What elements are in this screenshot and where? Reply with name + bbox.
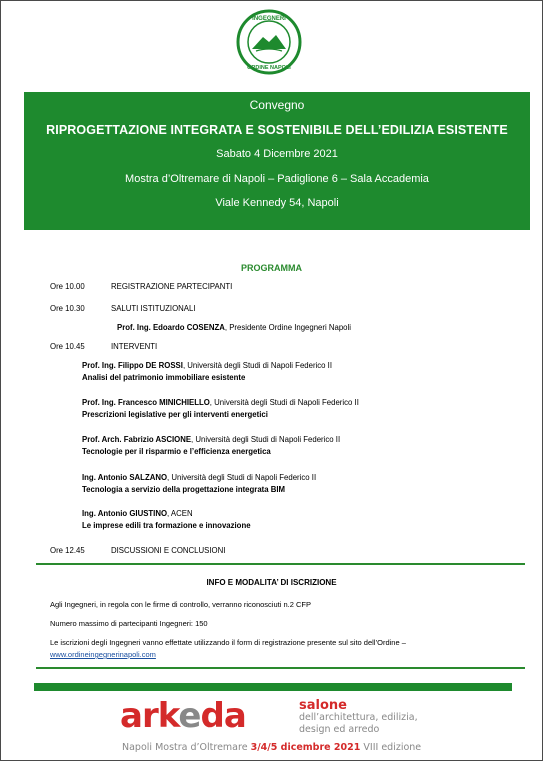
speaker-3-name: Prof. Arch. Fabrizio ASCIONE xyxy=(82,435,192,444)
saluti-role: , Presidente Ordine Ingegneri Napoli xyxy=(224,323,351,332)
banner-address: Viale Kennedy 54, Napoli xyxy=(215,197,339,209)
info-max-participants: Numero massimo di partecipanti Ingegneri: 150 xyxy=(50,619,208,628)
speaker-4 xyxy=(82,473,316,482)
speaker-5-affil: , ACEN xyxy=(167,509,193,518)
speaker-5-topic: Le imprese edili tra formazione e innovazione xyxy=(82,521,251,530)
tagline-1: dell’architettura, edilizia, xyxy=(299,712,418,723)
speaker-2-affil: , Università degli Studi di Napoli Federico II xyxy=(209,398,359,407)
info-link-row xyxy=(50,650,505,660)
programma-title: PROGRAMMA xyxy=(241,263,302,273)
time-1: Ore 10.00 xyxy=(50,282,85,291)
footer-green-bar xyxy=(34,683,512,691)
divider-top xyxy=(36,563,525,565)
saluti-name: Prof. Ing. Edoardo COSENZA xyxy=(117,323,225,332)
event-dates-line: Napoli Mostra d’Oltremare 3/4/5 dicembre 2021 VIII edizione xyxy=(122,742,422,753)
banner-title: RIPROGETTAZIONE INTEGRATA E SOSTENIBILE DELL’EDILIZIA ESISTENTE xyxy=(46,123,508,137)
info-title: INFO E MODALITA’ DI ISCRIZIONE xyxy=(206,578,337,587)
speaker-2-topic: Prescrizioni legislative per gli interventi energetici xyxy=(82,410,268,419)
speaker-5 xyxy=(82,509,193,518)
speaker-2-name: Prof. Ing. Francesco MINICHIELLO xyxy=(82,398,210,407)
saluti-speaker xyxy=(117,323,351,332)
speaker-1-name: Prof. Ing. Filippo DE ROSSI xyxy=(82,361,183,370)
speaker-4-affil: , Università degli Studi di Napoli Federico II xyxy=(167,473,317,482)
item-3: INTERVENTI xyxy=(111,342,158,351)
item-2: SALUTI ISTITUZIONALI xyxy=(111,304,196,313)
tagline-2: design ed arredo xyxy=(299,724,380,735)
logo-bottom-text: ORDINE NAPOLI xyxy=(247,65,291,71)
item-1: REGISTRAZIONE PARTECIPANTI xyxy=(111,282,233,291)
event-banner xyxy=(24,92,530,230)
salone-label: salone xyxy=(299,698,347,713)
banner-label: Convegno xyxy=(249,98,305,112)
arkeda-logo: arkeda xyxy=(120,696,246,736)
logo-top-text: INGEGNERI xyxy=(252,16,286,22)
speaker-1-affil: , Università degli Studi di Napoli Federico II xyxy=(182,361,333,370)
speaker-5-name: Ing. Antonio GIUSTINO xyxy=(82,509,168,518)
time-3: Ore 10.45 xyxy=(50,342,85,351)
speaker-3-topic: Tecnologie per il risparmio e l’efficienza energetica xyxy=(82,447,271,456)
time-4: Ore 12.45 xyxy=(50,546,85,555)
info-registration: Le iscrizioni degli Ingegneri vanno effettate utilizzando il form di registrazione presente sul sito dell’Ordine – xyxy=(50,638,406,647)
speaker-3-affil: , Università degli Studi di Napoli Federico II xyxy=(191,435,341,444)
banner-date: Sabato 4 Dicembre 2021 xyxy=(216,148,338,160)
ordine-ingegneri-logo xyxy=(236,9,302,75)
speaker-1-topic: Analisi del patrimonio immobiliare esistente xyxy=(82,373,246,382)
info-cfp: Agli Ingegneri, in regola con le firme di controllo, verranno riconosciuti n.2 CFP xyxy=(50,600,311,609)
divider-bottom xyxy=(36,667,525,669)
speaker-4-name: Ing. Antonio SALZANO xyxy=(82,473,168,482)
speaker-1 xyxy=(82,361,332,370)
speaker-4-topic: Tecnologia a servizio della progettazione integrata BIM xyxy=(82,485,286,494)
speaker-2 xyxy=(82,398,359,407)
website-link[interactable]: www.ordineingegnerinapoli.com xyxy=(50,650,156,659)
time-2: Ore 10.30 xyxy=(50,304,85,313)
item-4: DISCUSSIONI E CONCLUSIONI xyxy=(111,546,226,555)
speaker-3 xyxy=(82,435,340,444)
banner-venue: Mostra d’Oltremare di Napoli – Padiglione 6 – Sala Accademia xyxy=(125,173,429,185)
